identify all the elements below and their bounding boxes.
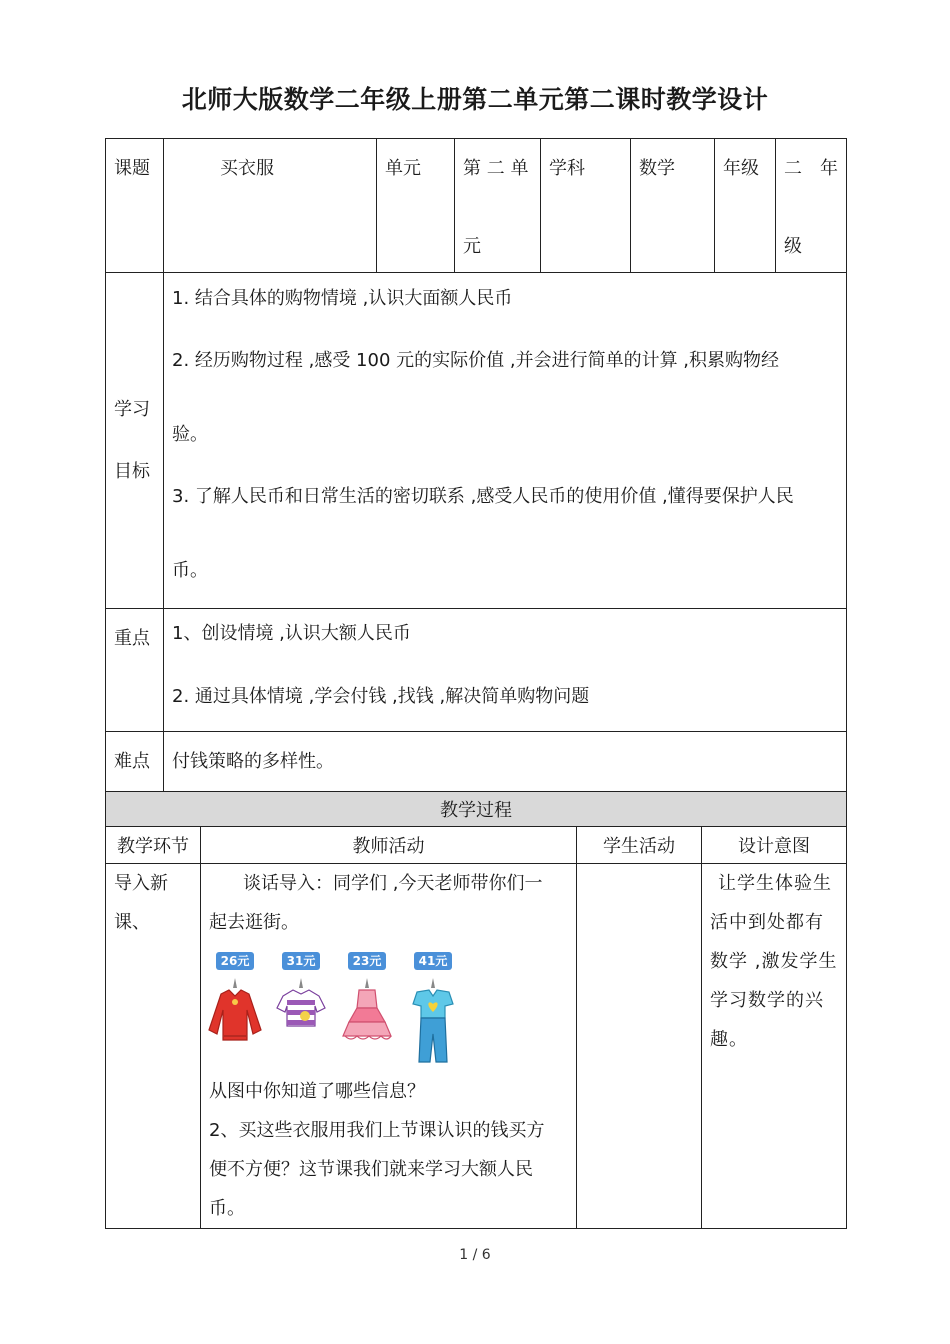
objective-3-line1: 3. 了解人民币和日常生活的密切联系 ,感受人民币的使用价值 ,懂得要保护人民 (172, 486, 794, 507)
grade-label-cell (715, 139, 776, 273)
objectives-content-cell (164, 273, 847, 609)
price-tag: 26元 (216, 952, 255, 970)
subject-value-cell (631, 139, 715, 273)
teacher-question-1: 从图中你知道了哪些信息？ (209, 1081, 425, 1102)
topic-value-cell (164, 139, 377, 273)
grade-value-cell (776, 139, 847, 273)
subject-label-cell (541, 139, 631, 273)
subject-value: 数学 (639, 158, 675, 179)
col-teacher-header: 教师活动 (201, 827, 577, 864)
difficulty-text: 付钱策略的多样性。 (172, 751, 334, 772)
unit-label: 单元 (385, 158, 421, 179)
difficulty-label: 难点 (114, 751, 150, 772)
topic-label: 课题 (114, 158, 150, 179)
stage-cell (106, 864, 201, 1229)
col-stage-header: 教学环节 (106, 827, 201, 864)
intent-line5: 趣。 (710, 1029, 748, 1050)
price-tag: 23元 (348, 952, 387, 970)
red-sweater-icon (207, 974, 263, 1054)
clothes-item (339, 952, 395, 1054)
clothes-item (273, 952, 329, 1054)
topic-value: 买衣服 (220, 158, 274, 179)
price-tag: 41元 (414, 952, 453, 970)
grade-value-line2: 级 (784, 236, 802, 257)
pink-dress-icon (339, 974, 395, 1054)
teacher-intro-2: 起去逛街。 (209, 912, 299, 933)
design-intent-cell (702, 864, 847, 1229)
teacher-question-2-line3: 币。 (209, 1198, 245, 1219)
keypoints-content-cell (164, 609, 847, 732)
objectives-label-cell (106, 273, 164, 609)
document-title: 北师大版数学二年级上册第二单元第二课时教学设计 (181, 85, 769, 114)
objective-1: 1. 结合具体的购物情境 ,认识大面额人民币 (172, 288, 513, 309)
stage-text: 导入新课、 (114, 873, 168, 933)
objective-2-line2: 验。 (172, 424, 208, 445)
overalls-icon (405, 974, 461, 1070)
page-number: 1 / 6 (459, 1247, 491, 1263)
difficulty-content-cell (164, 732, 847, 792)
intent-line3: 数学 ,激发学生 (710, 951, 838, 972)
teacher-question-2-line2: 便不方便？这节课我们就来学习大额人民 (209, 1159, 533, 1180)
keypoints-label: 重点 (114, 628, 150, 649)
grade-value-line1: 二 年 (784, 158, 838, 179)
teaching-process-table (105, 791, 847, 1229)
col-student-header: 学生活动 (577, 827, 702, 864)
teacher-question-2-line1: 2、买这些衣服用我们上节课认识的钱买方 (209, 1120, 545, 1141)
student-activity-cell (577, 864, 702, 1229)
intent-line1: 让学生体验生 (718, 873, 832, 894)
clothes-item (207, 952, 263, 1054)
keypoint-1: 1、创设情境 ,认识大额人民币 (172, 623, 411, 644)
grade-label: 年级 (723, 158, 759, 179)
intent-line2: 活中到处都有 (710, 912, 824, 933)
process-header: 教学过程 (106, 792, 847, 827)
teacher-activity-cell (201, 864, 577, 1229)
subject-label: 学科 (549, 158, 585, 179)
objective-3-line2: 币。 (172, 560, 208, 581)
topic-label-cell (106, 139, 164, 273)
intent-line4: 学习数学的兴 (710, 990, 824, 1011)
striped-shirt-icon (273, 974, 329, 1054)
keypoint-2: 2. 通过具体情境 ,学会付钱 ,找钱 ,解决简单购物问题 (172, 686, 590, 707)
clothes-item (405, 952, 461, 1070)
objective-2-line1: 2. 经历购物过程 ,感受 100 元的实际价值 ,并会进行简单的计算 ,积累购物经 (172, 350, 780, 371)
unit-value-line1: 第 二 单 (463, 158, 529, 179)
price-tag: 31元 (282, 952, 321, 970)
teacher-intro: 谈话导入：同学们 ,今天老师带你们一 (243, 873, 543, 894)
objectives-label-line1: 学习 (114, 398, 150, 420)
col-intent-header: 设计意图 (702, 827, 847, 864)
unit-value-cell (455, 139, 541, 273)
clothes-illustration (207, 952, 576, 1064)
unit-label-cell (377, 139, 455, 273)
keypoints-label-cell (106, 609, 164, 732)
difficulty-label-cell (106, 732, 164, 792)
unit-value-line2: 元 (463, 236, 481, 257)
lesson-info-table (105, 138, 847, 792)
objectives-label-line2: 目标 (114, 460, 150, 482)
